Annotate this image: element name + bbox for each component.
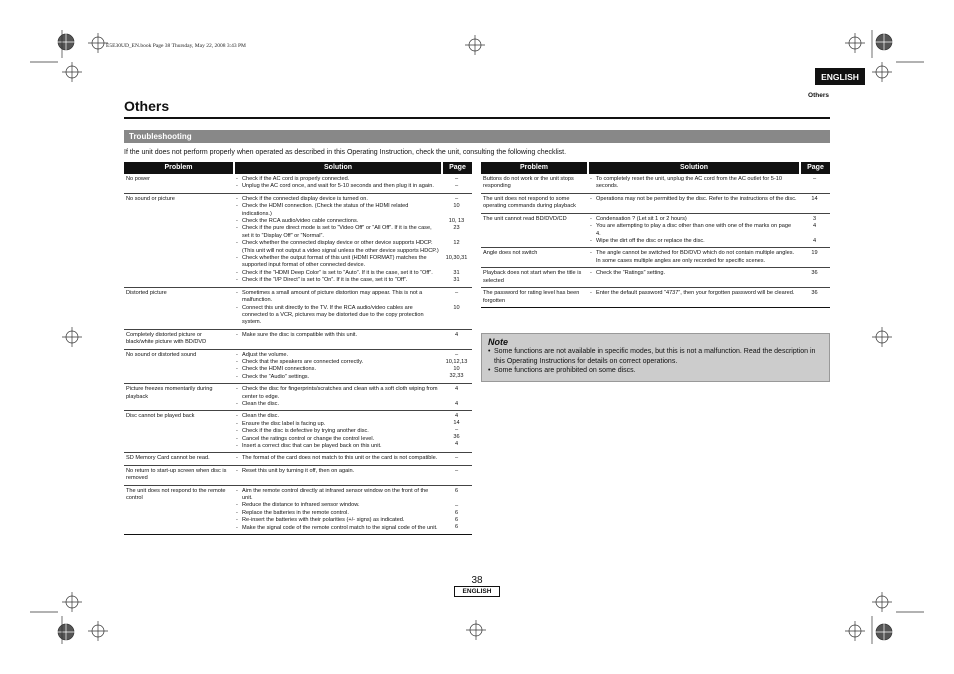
table-row [481, 174, 830, 194]
page-ref: 14 [453, 420, 460, 427]
solution-text: Check the RCA audio/video cable connections. [242, 218, 359, 225]
page-ref: 4 [812, 237, 817, 244]
solution-text: Adjust the volume. [242, 351, 289, 358]
page-ref: 32,33 [449, 372, 464, 379]
page-ref: – [454, 183, 459, 189]
page-ref: 10 [453, 304, 460, 311]
solution-item: - Enter the default password “4737”, then your forgotten password will be cleared. [590, 290, 797, 297]
problem-cell: The password for rating level has been forgotten [481, 288, 588, 308]
solution-text: Ensure the disc label is facing up. [242, 420, 326, 427]
solution-item: - Check that the speakers are connected correctly. [236, 359, 439, 366]
problem-cell: Buttons do not work or the unit stops responding [481, 174, 588, 194]
solution-text: Check whether the output format of this unit (HDMI FORMAT) matches the supported input format of other connected device. [242, 255, 427, 269]
solution-cell [234, 174, 442, 193]
solution-cell [588, 288, 800, 308]
solution-cell [588, 174, 800, 194]
solution-text: Wipe the dirt off the disc or replace the disc. [596, 238, 705, 245]
solution-text: Check the disc for fingerprints/scratches and clean with a soft cloth wiping from center to edge. [242, 386, 438, 400]
solution-item: - Check if the pure direct mode is set to “Video Off” or “All Off”. If it is the case, set it to “Display Off” or “Normal”. [236, 225, 439, 240]
solution-text: Check if the connected display device is turned on. [242, 195, 368, 202]
solution-text: Enter the default password “4737”, then your forgotten password will be cleared. [596, 290, 795, 297]
page-ref: 10 [453, 365, 460, 372]
page-ref: 31 [453, 276, 460, 283]
solution-item: - Connect this unit directly to the TV. If the RCA audio/video cables are connected to a VCR, pictures may be distorted due to the copy protection system. [236, 305, 439, 327]
note-box [481, 333, 830, 382]
note-item: • Some functions are prohibited on some discs. [488, 367, 636, 374]
problem-cell: SD Memory Card cannot be read. [124, 453, 234, 465]
solution-item: - You are attempting to play a disc other than one with one of the marks on page 4. [590, 223, 797, 238]
page-ref: – [454, 289, 459, 296]
solution-text: Make sure the disc is compatible with this unit. [242, 331, 358, 338]
problem-cell: The unit does not respond to the remote control [124, 485, 234, 534]
page-cell [442, 384, 472, 411]
solution-cell [234, 193, 442, 287]
solution-item: - Check the RCA audio/video cable connections. [236, 218, 439, 225]
solution-item: - Insert a correct disc that can be played back on this unit. [236, 443, 439, 450]
solution-item: - Wipe the dirt off the disc or replace the disc. [590, 238, 797, 245]
solution-text: Clean the disc. [242, 413, 280, 420]
problem-cell: Disc cannot be played back [124, 411, 234, 453]
page-ref: 4 [454, 386, 459, 393]
note-title: Note [488, 337, 508, 347]
problem-cell: Distorted picture [124, 287, 234, 329]
page-ref: 36 [811, 290, 818, 297]
problem-cell: No power [124, 174, 234, 193]
solution-text: Aim the remote control directly at infrared sensor window on the front of the unit. [242, 487, 429, 502]
solution-item: - Make sure the disc is compatible with this unit. [236, 332, 439, 339]
page-cell [442, 193, 472, 287]
note-item-text: Some functions are prohibited on some discs. [494, 367, 636, 374]
page-title: Others [124, 98, 170, 114]
solution-text: Check the HDMI connections. [242, 366, 316, 373]
table-row [124, 453, 472, 465]
solution-cell [234, 349, 442, 384]
page-cell [442, 329, 472, 349]
solution-text: Operations may not be permitted by the disc. Refer to the instructions of the disc. [596, 196, 797, 202]
solution-cell [234, 485, 442, 534]
solution-item: - Check if the “HDMI Deep Color” is set to “Auto”. If it is the case, set it to “Off”. [236, 270, 439, 277]
solution-item: - Aim the remote control directly at infrared sensor window on the front of the unit. [236, 488, 439, 503]
solution-cell [234, 453, 442, 465]
solution-text: Check the HDMI connection. (Check the status of the HDMI related indications.) [242, 203, 409, 217]
solution-text: Check that the speakers are connected correctly. [242, 358, 364, 365]
page-cell [442, 453, 472, 465]
intro-text: If the unit does not perform properly when operated as described in this Operating Instruction, check the unit, consulting the following checklist. [124, 149, 567, 156]
language-tab: ENGLISH [815, 68, 865, 85]
problem-cell: No sound or distorted sound [124, 349, 234, 384]
solution-text: You are attempting to play a disc other than one with one of the marks on page 4. [596, 223, 792, 237]
header-solution: Solution [234, 162, 442, 174]
solution-text: Check if the “I/P Direct” is set to “On”. If it is the case, set it to “Off”. [242, 277, 408, 284]
page-ref: 10 [453, 202, 460, 209]
note-item: • Some functions are not available in specific modes, but this is not a malfunction. Read the description in this Operating Instructions for details on correct operations. [488, 347, 823, 366]
page-ref: 4 [454, 401, 459, 408]
page-cell [442, 411, 472, 453]
solution-text: Check if the disc is defective by trying another disc. [242, 428, 369, 435]
table-row [124, 411, 472, 453]
note-item-text: Some functions are not available in specific modes, but this is not a malfunction. Read the description in this Operating Instructions for details on correct operations. [494, 348, 816, 365]
solution-text: Clean the disc. [242, 400, 280, 407]
page-ref: – [454, 467, 459, 474]
table-row [124, 287, 472, 329]
solution-text: The angle cannot be switched for BD/DVD which do not contain multiple angles. In some cases multiple angles are only recorded for specific scenes. [596, 250, 795, 264]
page-ref: 4 [454, 331, 459, 338]
solution-text: Insert a correct disc that can be played back on this unit. [242, 443, 382, 449]
solution-item: - Clean the disc. [236, 413, 439, 420]
page-ref: – [454, 455, 459, 462]
page-ref: – [454, 427, 459, 434]
solution-item: - Check the HDMI connection. (Check the status of the HDMI related indications.) [236, 203, 439, 218]
page-number: 38 [471, 575, 483, 586]
solution-text: Check the “Audio” settings. [242, 373, 310, 380]
table-row [124, 465, 472, 485]
table-row [124, 384, 472, 411]
solution-item: - Reduce the distance to infrared sensor window. [236, 502, 439, 509]
solution-item: - Check the disc for fingerprints/scratches and clean with a soft cloth wiping from center to edge. [236, 386, 438, 400]
page-cell [442, 465, 472, 485]
table-row [124, 193, 472, 287]
page-ref: 4 [454, 441, 459, 448]
solution-text: Condensation ? (Let sit 1 or 2 hours) [596, 215, 687, 222]
problem-cell: Playback does not start when the title is selected [481, 268, 588, 288]
solution-item: - Unplug the AC cord once, and wait for 5-10 seconds and then plug it in again. [236, 183, 439, 190]
header-solution: Solution [588, 162, 800, 174]
solution-text: Reduce the distance to infrared sensor window. [242, 502, 360, 509]
troubleshooting-table-right [481, 162, 830, 308]
breadcrumb: Others [808, 92, 829, 99]
page-ref: 10, 13 [448, 217, 465, 224]
header-page: Page [800, 162, 830, 174]
page-ref: 6 [454, 523, 459, 530]
table-row [124, 349, 472, 384]
page-cell [442, 485, 472, 534]
solution-text: Reset this unit by turning it off, then on again. [242, 467, 355, 474]
section-title: Troubleshooting [124, 130, 830, 143]
solution-item: - Check if the disc is defective by trying another disc. [236, 428, 439, 435]
solution-item: - Replace the batteries in the remote control. [236, 510, 439, 517]
solution-item: - Check whether the output format of this unit (HDMI FORMAT) matches the supported input format of other connected device. [236, 255, 439, 270]
page-ref: 36 [453, 434, 460, 441]
solution-item: - Check if the AC cord is properly connected. [236, 176, 439, 183]
solution-item: - To completely reset the unit, unplug the AC cord from the AC outlet for 5-10 seconds. [590, 176, 797, 191]
page-cell [800, 194, 830, 214]
page-ref: 19 [811, 250, 818, 257]
page-ref: 14 [811, 196, 818, 202]
table-row [481, 248, 830, 268]
page-cell [800, 268, 830, 288]
solution-text: To completely reset the unit, unplug the AC cord from the AC outlet for 5-10 seconds. [596, 176, 782, 190]
solution-item: - The angle cannot be switched for BD/DVD which do not contain multiple angles. In some cases multiple angles are only recorded for specific scenes. [590, 250, 797, 265]
problem-cell: No sound or picture [124, 193, 234, 287]
solution-text: Check if the pure direct mode is set to “Video Off” or “All Off”. If it is the case, set it to “Display Off” or “Normal”. [242, 225, 432, 239]
page-ref: 3 [812, 215, 817, 222]
print-info: E5E30UD_EN.book Page 38 Thursday, May 22, 2008 3:43 PM [106, 43, 246, 49]
solution-text: Check if the “HDMI Deep Color” is set to “Auto”. If it is the case, set it to “Off”. [242, 269, 433, 276]
solution-text: Unplug the AC cord once, and wait for 5-10 seconds and then plug it in again. [242, 183, 434, 190]
solution-text: Check if the AC cord is properly connected. [242, 176, 350, 182]
solution-item: - Condensation ? (Let sit 1 or 2 hours) [590, 216, 797, 223]
table-row [124, 485, 472, 534]
solution-item: - Check if the connected display device is turned on. [236, 196, 439, 203]
table-row [124, 174, 472, 193]
page-cell [800, 248, 830, 268]
solution-cell [588, 194, 800, 214]
page-ref: 12 [453, 239, 460, 246]
page-ref: 10,30,31 [445, 254, 468, 261]
page-cell [800, 174, 830, 194]
solution-item: - Sometimes a small amount of picture distortion may appear. This is not a malfunction. [236, 290, 439, 305]
solution-cell [588, 248, 800, 268]
footer-language: ENGLISH [454, 586, 500, 597]
solution-text: Re-insert the batteries with their polarities (+/- signs) as indicated. [242, 517, 405, 524]
page-ref: – [454, 195, 459, 202]
solution-text: Make the signal code of the remote control match to the signal code of the unit. [242, 524, 438, 531]
solution-cell [588, 268, 800, 288]
solution-item: - Check the “Audio” settings. [236, 374, 439, 381]
page-ref: 6 [454, 509, 459, 516]
problem-cell: The unit does not respond to some operating commands during playback [481, 194, 588, 214]
solution-text: Replace the batteries in the remote control. [242, 509, 349, 516]
solution-text: Sometimes a small amount of picture distortion may appear. This is not a malfunction. [242, 289, 423, 304]
page-ref: – [812, 176, 817, 182]
problem-cell: The unit cannot read BD/DVD/CD [481, 213, 588, 248]
table-row [124, 329, 472, 349]
solution-item: - Clean the disc. [236, 401, 439, 408]
solution-item: - The format of the card does not match to this unit or the card is not compatible. [236, 455, 438, 462]
solution-item: - Check the “Ratings” setting. [590, 270, 797, 277]
solution-cell [234, 384, 442, 411]
solution-cell [234, 465, 442, 485]
page-ref: 4 [454, 413, 459, 420]
table-row [481, 288, 830, 308]
page-ref: 6 [454, 516, 459, 523]
page-ref: – [454, 351, 459, 358]
header-problem: Problem [481, 162, 588, 174]
page-cell [442, 287, 472, 329]
header-page: Page [442, 162, 472, 174]
troubleshooting-table-left [124, 162, 472, 535]
problem-cell: Angle does not switch [481, 248, 588, 268]
page-cell [442, 349, 472, 384]
page-ref: 36 [811, 270, 818, 277]
solution-item: - Operations may not be permitted by the disc. Refer to the instructions of the disc. [590, 196, 797, 202]
page-ref: 23 [453, 224, 460, 231]
table-row [481, 213, 830, 248]
solution-item: - Re-insert the batteries with their polarities (+/- signs) as indicated. [236, 517, 439, 524]
page-ref: – [454, 176, 459, 182]
page-ref: – [454, 502, 459, 509]
solution-text: The format of the card does not match to this unit or the card is not compatible. [242, 455, 438, 462]
solution-item: - Reset this unit by turning it off, then on again. [236, 468, 439, 475]
solution-item: - Check the HDMI connections. [236, 366, 439, 373]
solution-cell [234, 411, 442, 453]
solution-text: Check whether the connected display device or other device supports HDCP. (This unit will not output a video signal unless the other device supports HDCP.) [242, 240, 439, 254]
solution-text: Connect this unit directly to the TV. If the RCA audio/video cables are connected to a VCR, pictures may be distorted due to the copy protection system. [242, 304, 424, 326]
solution-item: - Make the signal code of the remote control match to the signal code of the unit. [236, 524, 438, 531]
solution-item: - Ensure the disc label is facing up. [236, 421, 439, 428]
page-ref: 10,12,13 [445, 358, 468, 365]
solution-cell [234, 287, 442, 329]
solution-text: Cancel the ratings control or change the control level. [242, 435, 375, 442]
solution-cell [588, 213, 800, 248]
title-divider [124, 117, 830, 119]
header-problem: Problem [124, 162, 234, 174]
problem-cell: No return to start-up screen when disc is removed [124, 465, 234, 485]
solution-item: - Adjust the volume. [236, 352, 439, 359]
solution-item: - Check whether the connected display device or other device supports HDCP. (This unit will not output a video signal unless the other device supports HDCP.) [236, 240, 439, 254]
page-ref: 6 [454, 487, 459, 494]
table-row [481, 194, 830, 214]
table-row [481, 268, 830, 288]
solution-text: Check the “Ratings” setting. [596, 270, 666, 277]
solution-cell [234, 329, 442, 349]
problem-cell: Completely distorted picture or black/white picture with BD/DVD [124, 329, 234, 349]
page-cell [800, 213, 830, 248]
solution-item: - Check if the “I/P Direct” is set to “On”. If it is the case, set it to “Off”. [236, 277, 439, 284]
page-cell [800, 288, 830, 308]
solution-item: - Cancel the ratings control or change the control level. [236, 436, 439, 443]
page-ref: 31 [453, 269, 460, 276]
problem-cell: Picture freezes momentarily during playback [124, 384, 234, 411]
page-cell [442, 174, 472, 193]
page-ref: 4 [812, 222, 817, 229]
